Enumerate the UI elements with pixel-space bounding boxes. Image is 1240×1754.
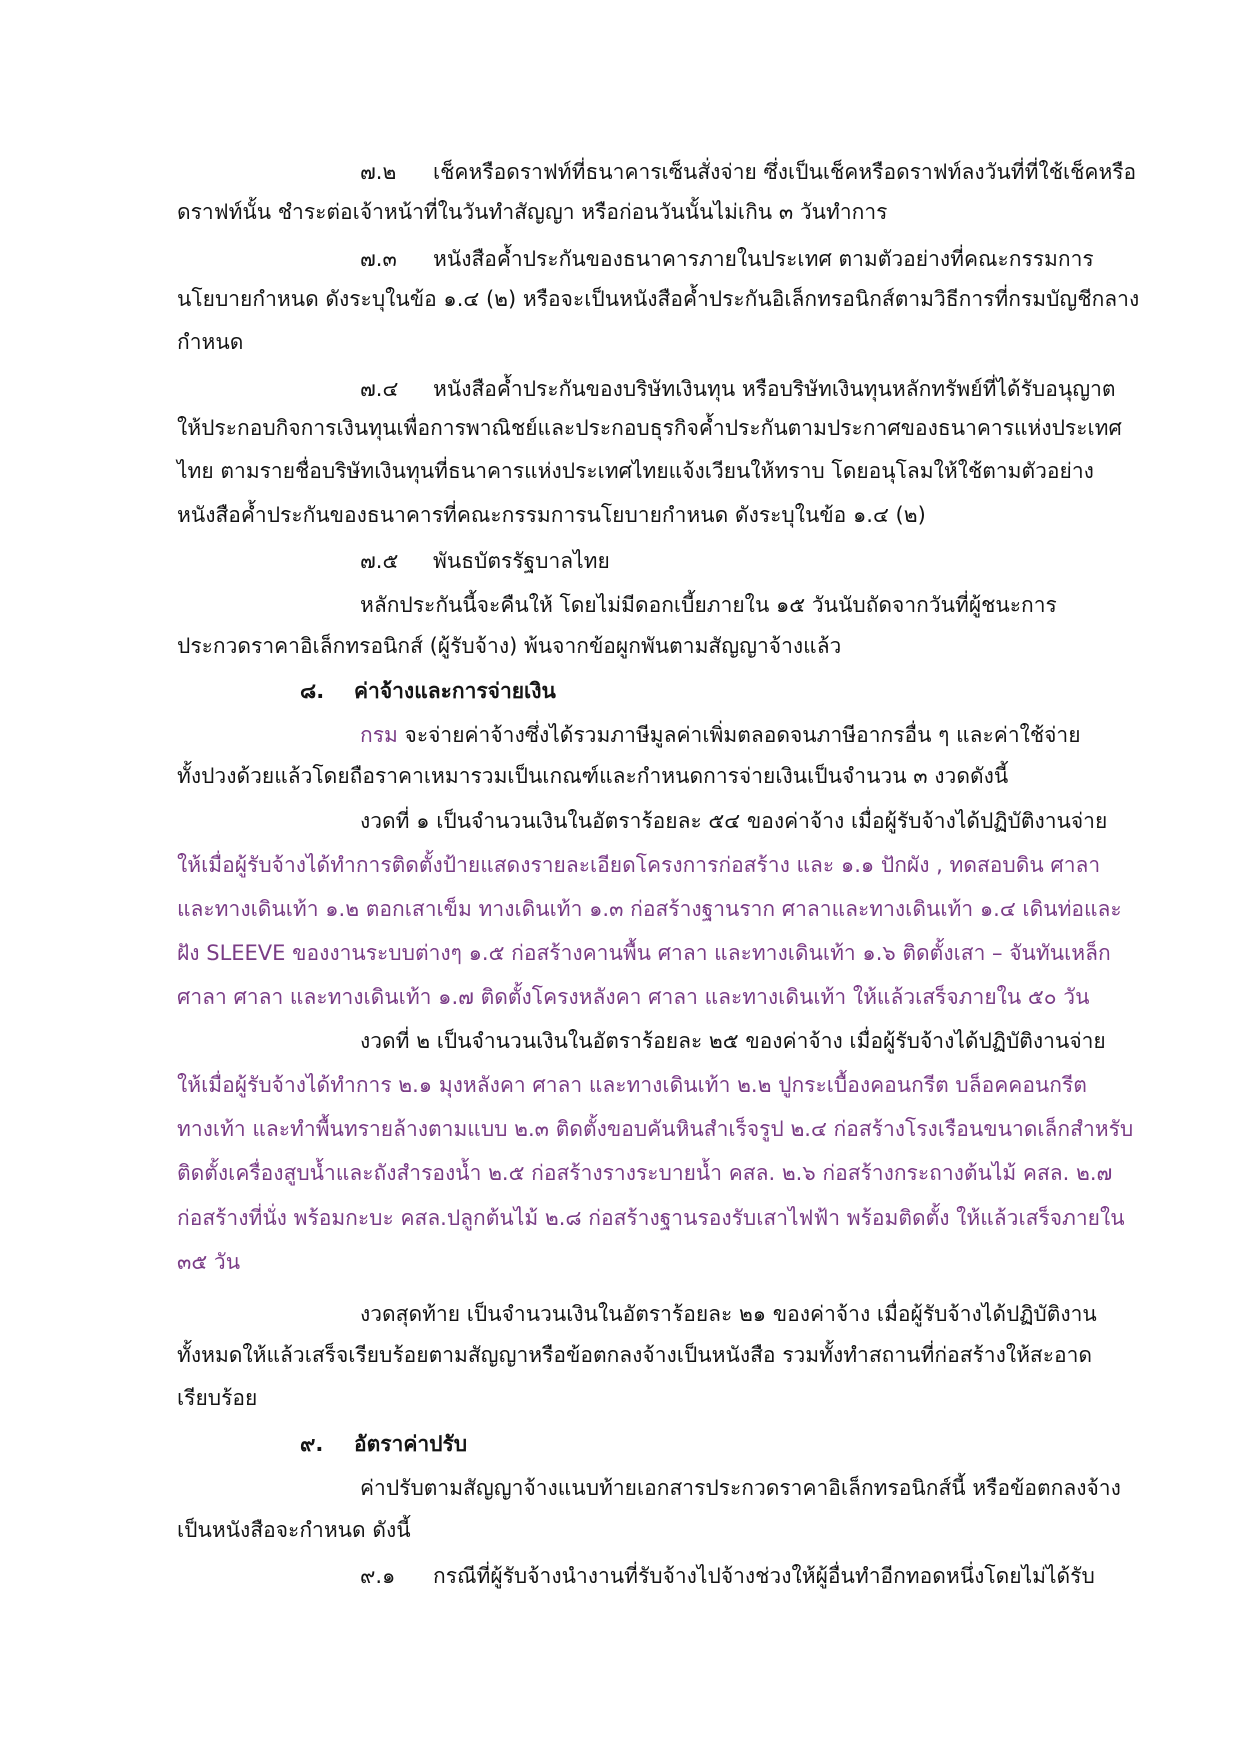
installment-2-line-6: ๓๕ วัน — [177, 1250, 241, 1274]
installment-1-line-1: งวดที่ ๑ เป็นจำนวนเงินในอัตราร้อยละ ๕๔ ของค่าจ้าง เมื่อผู้รับจ้างได้ปฏิบัติงานจ่าย — [360, 809, 1108, 833]
section-8-intro-line-1-rest: จะจ่ายค่าจ้างซึ่งได้รวมภาษีมูลค่าเพิ่มตลอดจนภาษีอากรอื่น ๆ และค่าใช้จ่าย — [397, 723, 1081, 747]
section-8-title: ค่าจ้างและการจ่ายเงิน — [354, 679, 556, 703]
installment-1-line-3: และทางเดินเท้า ๑.๒ ตอกเสาเข็ม ทางเดินเท้า ๑.๓ ก่อสร้างฐานราก ศาลาและทางเดินเท้า ๑.๔ เดินท่อและ — [177, 897, 1122, 921]
installment-2-line-5: ก่อสร้างที่นั่ง พร้อมกะบะ คสล.ปลูกต้นไม้ ๒.๘ ก่อสร้างฐานรองรับเสาไฟฟ้า พร้อมติดตั้ง ให้แล้วเสร็จภายใน — [177, 1206, 1125, 1230]
section-8-intro-line-2: ทั้งปวงด้วยแล้วโดยถือราคาเหมารวมเป็นเกณฑ์และกำหนดการจ่ายเงินเป็นจำนวน ๓ งวดดังนี้ — [177, 764, 1009, 788]
item-7-2-line-1: เช็คหรือดราฟท์ที่ธนาคารเซ็นสั่งจ่าย ซึ่งเป็นเช็คหรือดราฟท์ลงวันที่ที่ใช้เช็คหรือ — [433, 160, 1137, 184]
item-9-1-number: ๙.๑ — [360, 1564, 396, 1588]
section-9-number: ๙. — [300, 1432, 324, 1456]
item-7-4-line-4: หนังสือค้ำประกันของธนาคารที่คณะกรรมการนโยบายกำหนด ดังระบุในข้อ ๑.๔ (๒) — [177, 503, 926, 527]
item-7-4-line-2: ให้ประกอบกิจการเงินทุนเพื่อการพาณิชย์และประกอบธุรกิจค้ำประกันตามประกาศของธนาคารแห่งประเทศ — [177, 416, 1122, 440]
guarantee-return-line-1: หลักประกันนี้จะคืนให้ โดยไม่มีดอกเบี้ยภายใน ๑๕ วันนับถัดจากวันที่ผู้ชนะการ — [360, 593, 1057, 617]
item-7-2-number: ๗.๒ — [360, 160, 397, 184]
agency-name: กรม — [360, 723, 398, 747]
final-installment-line-2: ทั้งหมดให้แล้วเสร็จเรียบร้อยตามสัญญาหรือข้อตกลงจ้างเป็นหนังสือ รวมทั้งทำสถานที่ก่อสร้างให้สะอาด — [177, 1343, 1093, 1367]
item-7-2-line-2: ดราฟท์นั้น ชำระต่อเจ้าหน้าที่ในวันทำสัญญา หรือก่อนวันนั้นไม่เกิน ๓ วันทำการ — [177, 200, 888, 224]
installment-1-line-2: ให้เมื่อผู้รับจ้างได้ทำการติดตั้งป้ายแสดงรายละเอียดโครงการก่อสร้าง และ ๑.๑ ปักผัง , ทดสอบดิน ศาลา — [177, 853, 1101, 877]
item-7-4-line-1: หนังสือค้ำประกันของบริษัทเงินทุน หรือบริษัทเงินทุนหลักทรัพย์ที่ได้รับอนุญาต — [433, 377, 1116, 401]
item-7-3-line-1: หนังสือค้ำประกันของธนาคารภายในประเทศ ตามตัวอย่างที่คณะกรรมการ — [433, 247, 1094, 271]
section-9-title: อัตราค่าปรับ — [354, 1432, 468, 1456]
installment-2-line-1: งวดที่ ๒ เป็นจำนวนเงินในอัตราร้อยละ ๒๕ ของค่าจ้าง เมื่อผู้รับจ้างได้ปฏิบัติงานจ่าย — [360, 1029, 1106, 1053]
item-7-4-line-3: ไทย ตามรายชื่อบริษัทเงินทุนที่ธนาคารแห่งประเทศไทยแจ้งเวียนให้ทราบ โดยอนุโลมให้ใช้ตามตัวอย่าง — [177, 459, 1094, 483]
installment-1-line-4: ฝัง SLEEVE ของงานระบบต่างๆ ๑.๕ ก่อสร้างคานพื้น ศาลา และทางเดินเท้า ๑.๖ ติดตั้งเสา – จันทันเหล็ก — [177, 941, 1111, 965]
installment-1-line-5: ศาลา ศาลา และทางเดินเท้า ๑.๗ ติดตั้งโครงหลังคา ศาลา และทางเดินเท้า ให้แล้วเสร็จภายใน ๕๐ วัน — [177, 985, 1090, 1009]
item-7-3-line-2: นโยบายกำหนด ดังระบุในข้อ ๑.๔ (๒) หรือจะเป็นหนังสือค้ำประกันอิเล็กทรอนิกส์ตามวิธีการที่กรมบัญชีกลาง — [177, 287, 1140, 311]
item-7-4-number: ๗.๔ — [360, 377, 399, 401]
section-9-intro-line-1: ค่าปรับตามสัญญาจ้างแนบท้ายเอกสารประกวดราคาอิเล็กทรอนิกส์นี้ หรือข้อตกลงจ้าง — [360, 1476, 1121, 1500]
guarantee-return-line-2: ประกวดราคาอิเล็กทรอนิกส์ (ผู้รับจ้าง) พ้นจากข้อผูกพันตามสัญญาจ้างแล้ว — [177, 634, 842, 658]
final-installment-line-1: งวดสุดท้าย เป็นจำนวนเงินในอัตราร้อยละ ๒๑ ของค่าจ้าง เมื่อผู้รับจ้างได้ปฏิบัติงาน — [360, 1302, 1097, 1326]
item-7-5-line-1: พันธบัตรรัฐบาลไทย — [433, 549, 610, 573]
section-9-intro-line-2: เป็นหนังสือจะกำหนด ดังนี้ — [177, 1518, 411, 1542]
item-9-1-line-1: กรณีที่ผู้รับจ้างนำงานที่รับจ้างไปจ้างช่วงให้ผู้อื่นทำอีกทอดหนึ่งโดยไม่ได้รับ — [433, 1564, 1095, 1588]
section-8-number: ๘. — [300, 679, 325, 703]
installment-2-line-2: ให้เมื่อผู้รับจ้างได้ทำการ ๒.๑ มุงหลังคา ศาลา และทางเดินเท้า ๒.๒ ปูกระเบื้องคอนกรีต บล็อคคอนกรีต — [177, 1073, 1087, 1097]
item-7-5-number: ๗.๕ — [360, 549, 399, 573]
item-7-3-number: ๗.๓ — [360, 247, 397, 271]
item-7-3-line-3: กำหนด — [177, 330, 244, 354]
final-installment-line-3: เรียบร้อย — [177, 1386, 258, 1410]
installment-2-line-4: ติดตั้งเครื่องสูบน้ำและถังสำรองน้ำ ๒.๕ ก่อสร้างรางระบายน้ำ คสล. ๒.๖ ก่อสร้างกระถางต้นไม้ คสล. ๒.๗ — [177, 1161, 1113, 1185]
installment-2-line-3: ทางเท้า และทำพื้นทรายล้างตามแบบ ๒.๓ ติดตั้งขอบคันหินสำเร็จรูป ๒.๔ ก่อสร้างโรงเรือนขนาดเล็กสำหรับ — [177, 1117, 1134, 1141]
section-8-intro-line-1 — [360, 720, 1081, 750]
